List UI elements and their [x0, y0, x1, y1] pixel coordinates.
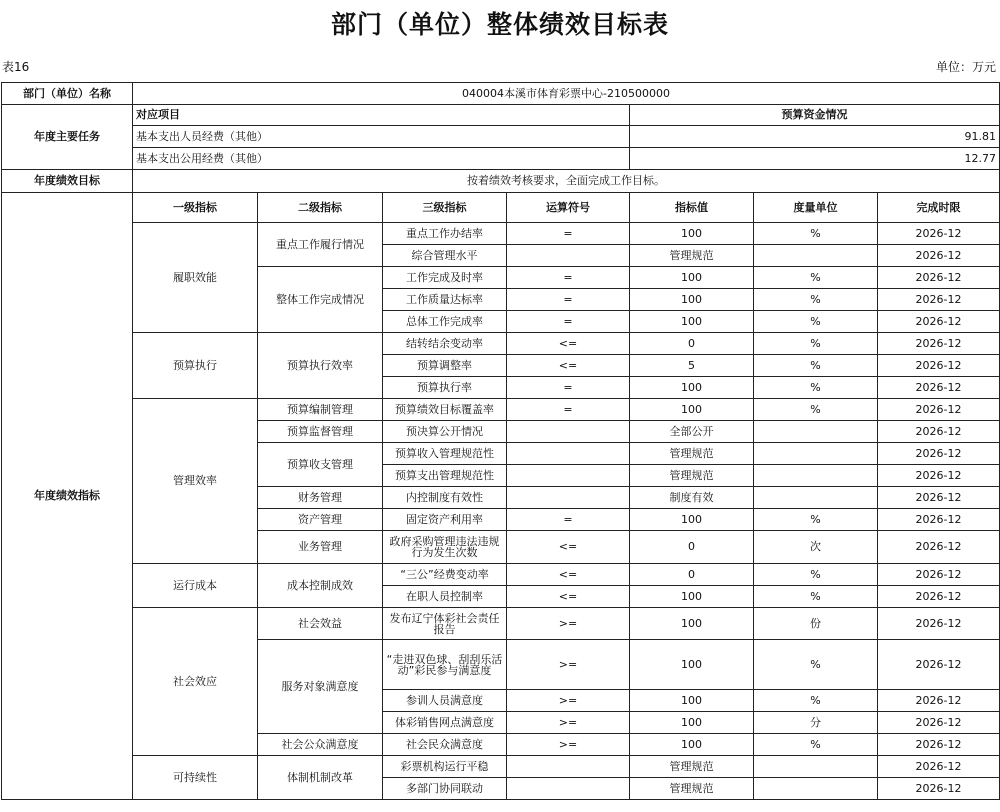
unit-cell: %	[754, 267, 878, 289]
level3-cell: 工作完成及时率	[383, 267, 507, 289]
level3-cell: 预算支出管理规范性	[383, 465, 507, 487]
task-project: 基本支出人员经费（其他）	[133, 126, 630, 148]
deadline-cell: 2026-12	[878, 333, 1000, 355]
value-cell: 100	[630, 377, 754, 399]
table-number: 表16	[2, 60, 30, 74]
level1-cell: 运行成本	[133, 564, 258, 608]
unit-cell	[754, 778, 878, 800]
level3-cell: 发布辽宁体彩社会责任报告	[383, 608, 507, 640]
operator-cell: =	[507, 267, 630, 289]
operator-cell	[507, 421, 630, 443]
operator-cell	[507, 756, 630, 778]
header-value: 指标值	[630, 193, 754, 223]
operator-cell: =	[507, 377, 630, 399]
operator-cell: =	[507, 399, 630, 421]
level3-cell: 内控制度有效性	[383, 487, 507, 509]
deadline-cell: 2026-12	[878, 421, 1000, 443]
operator-cell	[507, 778, 630, 800]
operator-cell	[507, 443, 630, 465]
unit-cell	[754, 443, 878, 465]
header-unit: 度量单位	[754, 193, 878, 223]
operator-cell	[507, 465, 630, 487]
value-cell: 管理规范	[630, 245, 754, 267]
value-cell: 5	[630, 355, 754, 377]
unit-cell: 份	[754, 608, 878, 640]
deadline-cell: 2026-12	[878, 734, 1000, 756]
level3-cell: “三公”经费变动率	[383, 564, 507, 586]
header-level2: 二级指标	[258, 193, 383, 223]
deadline-cell: 2026-12	[878, 564, 1000, 586]
value-cell: 0	[630, 531, 754, 564]
value-cell: 管理规范	[630, 778, 754, 800]
value-cell: 100	[630, 311, 754, 333]
level2-cell: 体制机制改革	[258, 756, 383, 800]
unit-cell: %	[754, 333, 878, 355]
operator-cell: =	[507, 223, 630, 245]
operator-cell: =	[507, 509, 630, 531]
operator-cell: >=	[507, 690, 630, 712]
level3-cell: 工作质量达标率	[383, 289, 507, 311]
deadline-cell: 2026-12	[878, 399, 1000, 421]
level3-cell: 预算绩效目标覆盖率	[383, 399, 507, 421]
level3-cell: 在职人员控制率	[383, 586, 507, 608]
unit-cell: %	[754, 564, 878, 586]
value-cell: 0	[630, 564, 754, 586]
operator-cell: =	[507, 311, 630, 333]
annual-goal-label: 年度绩效目标	[2, 170, 133, 193]
level3-cell: 综合管理水平	[383, 245, 507, 267]
value-cell: 全部公开	[630, 421, 754, 443]
deadline-cell: 2026-12	[878, 608, 1000, 640]
value-cell: 0	[630, 333, 754, 355]
level2-cell: 预算执行效率	[258, 333, 383, 399]
level3-cell: “走进双色球、刮刮乐活动”彩民参与满意度	[383, 640, 507, 690]
unit-cell	[754, 465, 878, 487]
level2-cell: 服务对象满意度	[258, 640, 383, 734]
operator-cell: <=	[507, 355, 630, 377]
unit-cell: %	[754, 640, 878, 690]
unit-cell: %	[754, 289, 878, 311]
deadline-cell: 2026-12	[878, 465, 1000, 487]
annual-goal-text: 按着绩效考核要求，全面完成工作目标。	[133, 170, 1000, 193]
value-cell: 100	[630, 608, 754, 640]
deadline-cell: 2026-12	[878, 712, 1000, 734]
operator-cell: >=	[507, 734, 630, 756]
level3-cell: 参训人员满意度	[383, 690, 507, 712]
value-cell: 管理规范	[630, 443, 754, 465]
deadline-cell: 2026-12	[878, 377, 1000, 399]
value-cell: 100	[630, 640, 754, 690]
deadline-cell: 2026-12	[878, 223, 1000, 245]
unit-cell: 次	[754, 531, 878, 564]
deadline-cell: 2026-12	[878, 355, 1000, 377]
dept-label: 部门（单位）名称	[2, 83, 133, 105]
level3-cell: 政府采购管理违法违规行为发生次数	[383, 531, 507, 564]
task-project: 基本支出公用经费（其他）	[133, 148, 630, 170]
operator-cell: <=	[507, 531, 630, 564]
operator-cell	[507, 245, 630, 267]
level1-cell: 预算执行	[133, 333, 258, 399]
value-cell: 100	[630, 223, 754, 245]
unit-cell	[754, 421, 878, 443]
unit-cell	[754, 245, 878, 267]
unit-cell: %	[754, 311, 878, 333]
task-amount: 12.77	[630, 148, 1000, 170]
value-cell: 100	[630, 399, 754, 421]
level2-cell: 资产管理	[258, 509, 383, 531]
level1-cell: 社会效应	[133, 608, 258, 756]
level2-cell: 业务管理	[258, 531, 383, 564]
unit-cell	[754, 487, 878, 509]
level3-cell: 预算执行率	[383, 377, 507, 399]
operator-cell: =	[507, 289, 630, 311]
level3-cell: 重点工作办结率	[383, 223, 507, 245]
value-cell: 100	[630, 267, 754, 289]
operator-cell: >=	[507, 608, 630, 640]
unit-cell	[754, 756, 878, 778]
level2-cell: 财务管理	[258, 487, 383, 509]
operator-cell: <=	[507, 333, 630, 355]
header-deadline: 完成时限	[878, 193, 1000, 223]
level2-cell: 整体工作完成情况	[258, 267, 383, 333]
value-cell: 管理规范	[630, 465, 754, 487]
level3-cell: 预算收入管理规范性	[383, 443, 507, 465]
deadline-cell: 2026-12	[878, 487, 1000, 509]
deadline-cell: 2026-12	[878, 509, 1000, 531]
header-operator: 运算符号	[507, 193, 630, 223]
unit-cell: %	[754, 377, 878, 399]
operator-cell: <=	[507, 586, 630, 608]
operator-cell: <=	[507, 564, 630, 586]
unit-cell: %	[754, 399, 878, 421]
dept-name: 040004本溪市体育彩票中心-210500000	[133, 83, 1000, 105]
level2-cell: 成本控制成效	[258, 564, 383, 608]
deadline-cell: 2026-12	[878, 640, 1000, 690]
level2-cell: 预算编制管理	[258, 399, 383, 421]
level2-cell: 预算收支管理	[258, 443, 383, 487]
level1-cell: 可持续性	[133, 756, 258, 800]
unit-cell: %	[754, 690, 878, 712]
header-level1: 一级指标	[133, 193, 258, 223]
level1-cell: 管理效率	[133, 399, 258, 564]
unit-cell: 分	[754, 712, 878, 734]
value-cell: 100	[630, 734, 754, 756]
level2-cell: 预算监督管理	[258, 421, 383, 443]
level3-cell: 体彩销售网点满意度	[383, 712, 507, 734]
performance-table	[1, 82, 1000, 800]
level3-cell: 总体工作完成率	[383, 311, 507, 333]
level3-cell: 固定资产利用率	[383, 509, 507, 531]
level2-cell: 社会效益	[258, 608, 383, 640]
value-cell: 管理规范	[630, 756, 754, 778]
deadline-cell: 2026-12	[878, 267, 1000, 289]
unit-cell: %	[754, 509, 878, 531]
deadline-cell: 2026-12	[878, 245, 1000, 267]
level2-cell: 社会公众满意度	[258, 734, 383, 756]
col-budget-header: 预算资金情况	[630, 105, 1000, 126]
operator-cell: >=	[507, 640, 630, 690]
value-cell: 100	[630, 712, 754, 734]
main-tasks-label: 年度主要任务	[2, 105, 133, 170]
value-cell: 100	[630, 509, 754, 531]
operator-cell: >=	[507, 712, 630, 734]
value-cell: 制度有效	[630, 487, 754, 509]
deadline-cell: 2026-12	[878, 531, 1000, 564]
value-cell: 100	[630, 690, 754, 712]
unit-cell: %	[754, 355, 878, 377]
level3-cell: 社会民众满意度	[383, 734, 507, 756]
unit-label: 单位：万元	[935, 60, 996, 74]
unit-cell: %	[754, 734, 878, 756]
value-cell: 100	[630, 289, 754, 311]
deadline-cell: 2026-12	[878, 778, 1000, 800]
task-amount: 91.81	[630, 126, 1000, 148]
deadline-cell: 2026-12	[878, 443, 1000, 465]
level3-cell: 预决算公开情况	[383, 421, 507, 443]
deadline-cell: 2026-12	[878, 289, 1000, 311]
value-cell: 100	[630, 586, 754, 608]
level1-cell: 履职效能	[133, 223, 258, 333]
deadline-cell: 2026-12	[878, 311, 1000, 333]
header-level3: 三级指标	[383, 193, 507, 223]
page-title: 部门（单位）整体绩效目标表	[330, 10, 669, 39]
indicators-label: 年度绩效指标	[2, 193, 133, 800]
level2-cell: 重点工作履行情况	[258, 223, 383, 267]
col-project-header: 对应项目	[133, 105, 630, 126]
level3-cell: 彩票机构运行平稳	[383, 756, 507, 778]
deadline-cell: 2026-12	[878, 690, 1000, 712]
operator-cell	[507, 487, 630, 509]
unit-cell: %	[754, 586, 878, 608]
level3-cell: 预算调整率	[383, 355, 507, 377]
deadline-cell: 2026-12	[878, 756, 1000, 778]
deadline-cell: 2026-12	[878, 586, 1000, 608]
level3-cell: 结转结余变动率	[383, 333, 507, 355]
unit-cell: %	[754, 223, 878, 245]
level3-cell: 多部门协同联动	[383, 778, 507, 800]
